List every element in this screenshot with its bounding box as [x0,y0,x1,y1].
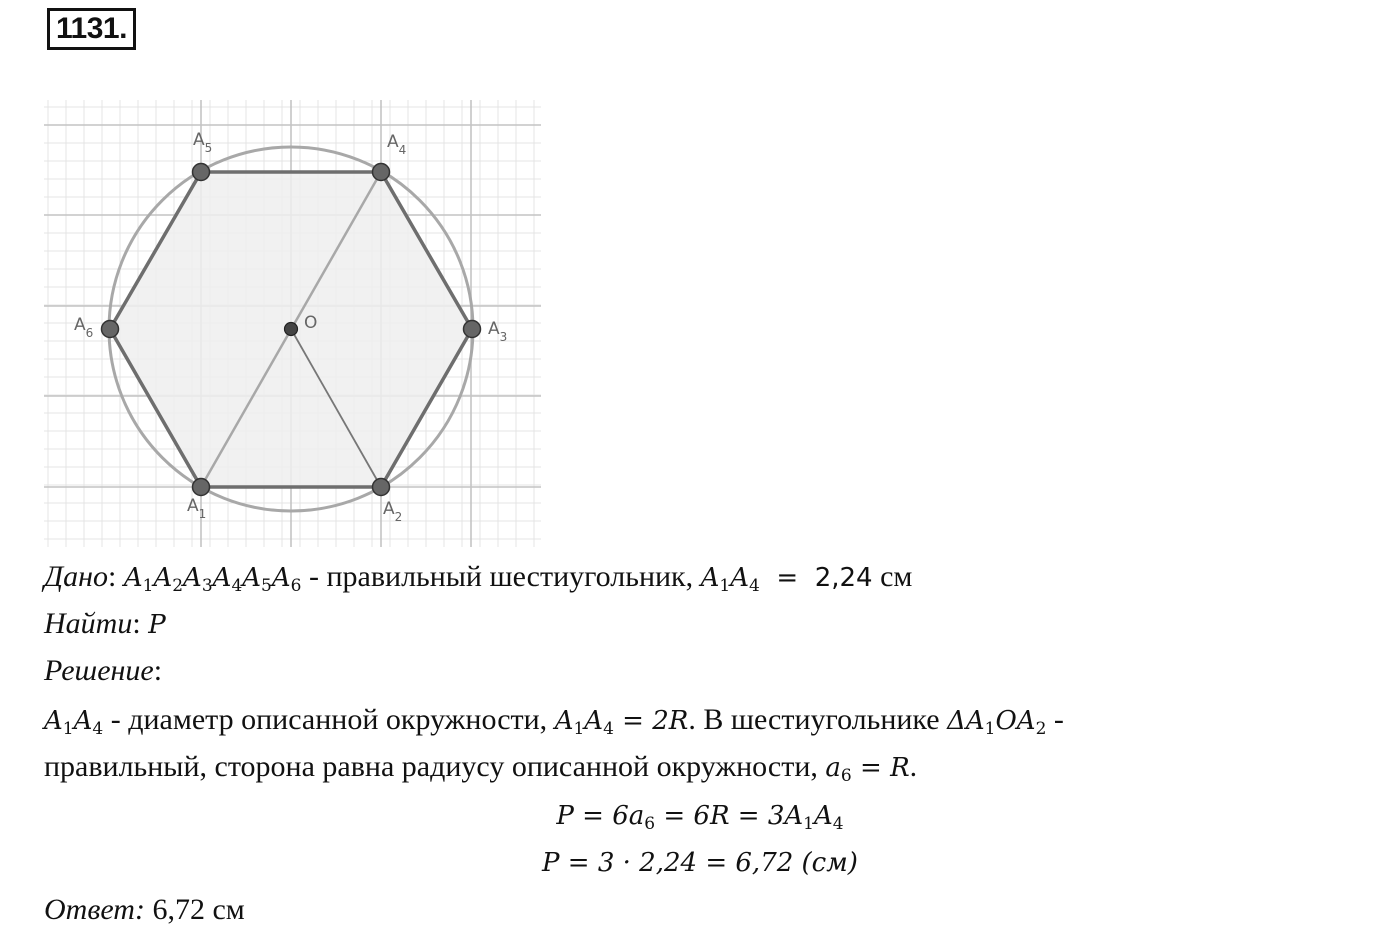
sol-l2b: R [890,753,910,783]
find-line [44,604,166,645]
sol-a1a4-eq: $A_1A_4$ = [554,706,653,739]
eq1-a1a4: $A_1A_4$ [784,801,844,834]
label-a4: $A_4$ [387,132,407,157]
answer-value: 6,72 см [144,893,245,926]
sol-t3: . В шестиугольнике [688,703,948,736]
point-a5 [193,164,210,181]
point-a3 [464,321,481,338]
equation-1 [0,795,1400,836]
given-text: - правильный шестиугольник, [301,560,701,593]
label-a1: $A_1$ [187,496,207,521]
given-label: Дано [44,560,108,593]
eq1-part-b: = 6R = 3 [655,801,785,831]
answer-label: Ответ: [44,893,145,926]
equation-2 [0,842,1400,883]
solution-label: Решение [44,654,154,687]
given-unit: см [872,560,913,593]
answer-line [44,890,245,930]
point-a2 [373,479,390,496]
eq2: P = 3 · 2,24 = 6,72 (см) [542,848,858,878]
find-label: Найти [44,607,133,640]
given-diagonal: $A_1A_4$ [700,563,760,596]
sol-period: . [909,750,918,783]
find-colon: : [132,607,141,640]
given-value: 2,24 [814,563,873,593]
solution-colon: : [153,654,163,687]
eq1-a6: $a_6$ [628,801,656,834]
solution-line-1 [44,700,1064,741]
label-a6: $A_6$ [74,315,94,340]
find-var: P [148,610,166,640]
sol-2r: 2R [652,706,689,736]
label-a3: $A_3$ [488,319,508,344]
point-a6 [102,321,119,338]
problem-number: 1131. [47,8,136,50]
solution-line-2 [44,747,917,788]
sol-l2a: правильный, сторона равна радиусу описанной окружности, [44,750,826,783]
label-a2: $A_2$ [383,499,403,524]
hexagon-figure [44,100,544,550]
eq1-part-a: P = 6 [556,801,629,831]
sol-a1a4: $A_1A_4$ [44,706,104,739]
sol-triangle: $\Delta A_1OA_2$ [947,706,1047,739]
label-a5: $A_5$ [193,130,213,155]
label-o: O [304,313,318,333]
sol-a6-eq: $a_6$ = [825,753,891,786]
solution-label-line [44,651,162,691]
given-hexagon-name: $A_1A_2A_3A_4A_5A_6$ [123,563,302,596]
given-equals: = [759,563,815,593]
point-a4 [373,164,390,181]
given-line [44,557,912,598]
sol-t4: - [1046,703,1064,736]
sol-t1: - диаметр описанной окружности, [103,703,555,736]
point-a1 [193,479,210,496]
given-colon: : [107,560,117,593]
point-o [285,323,298,336]
